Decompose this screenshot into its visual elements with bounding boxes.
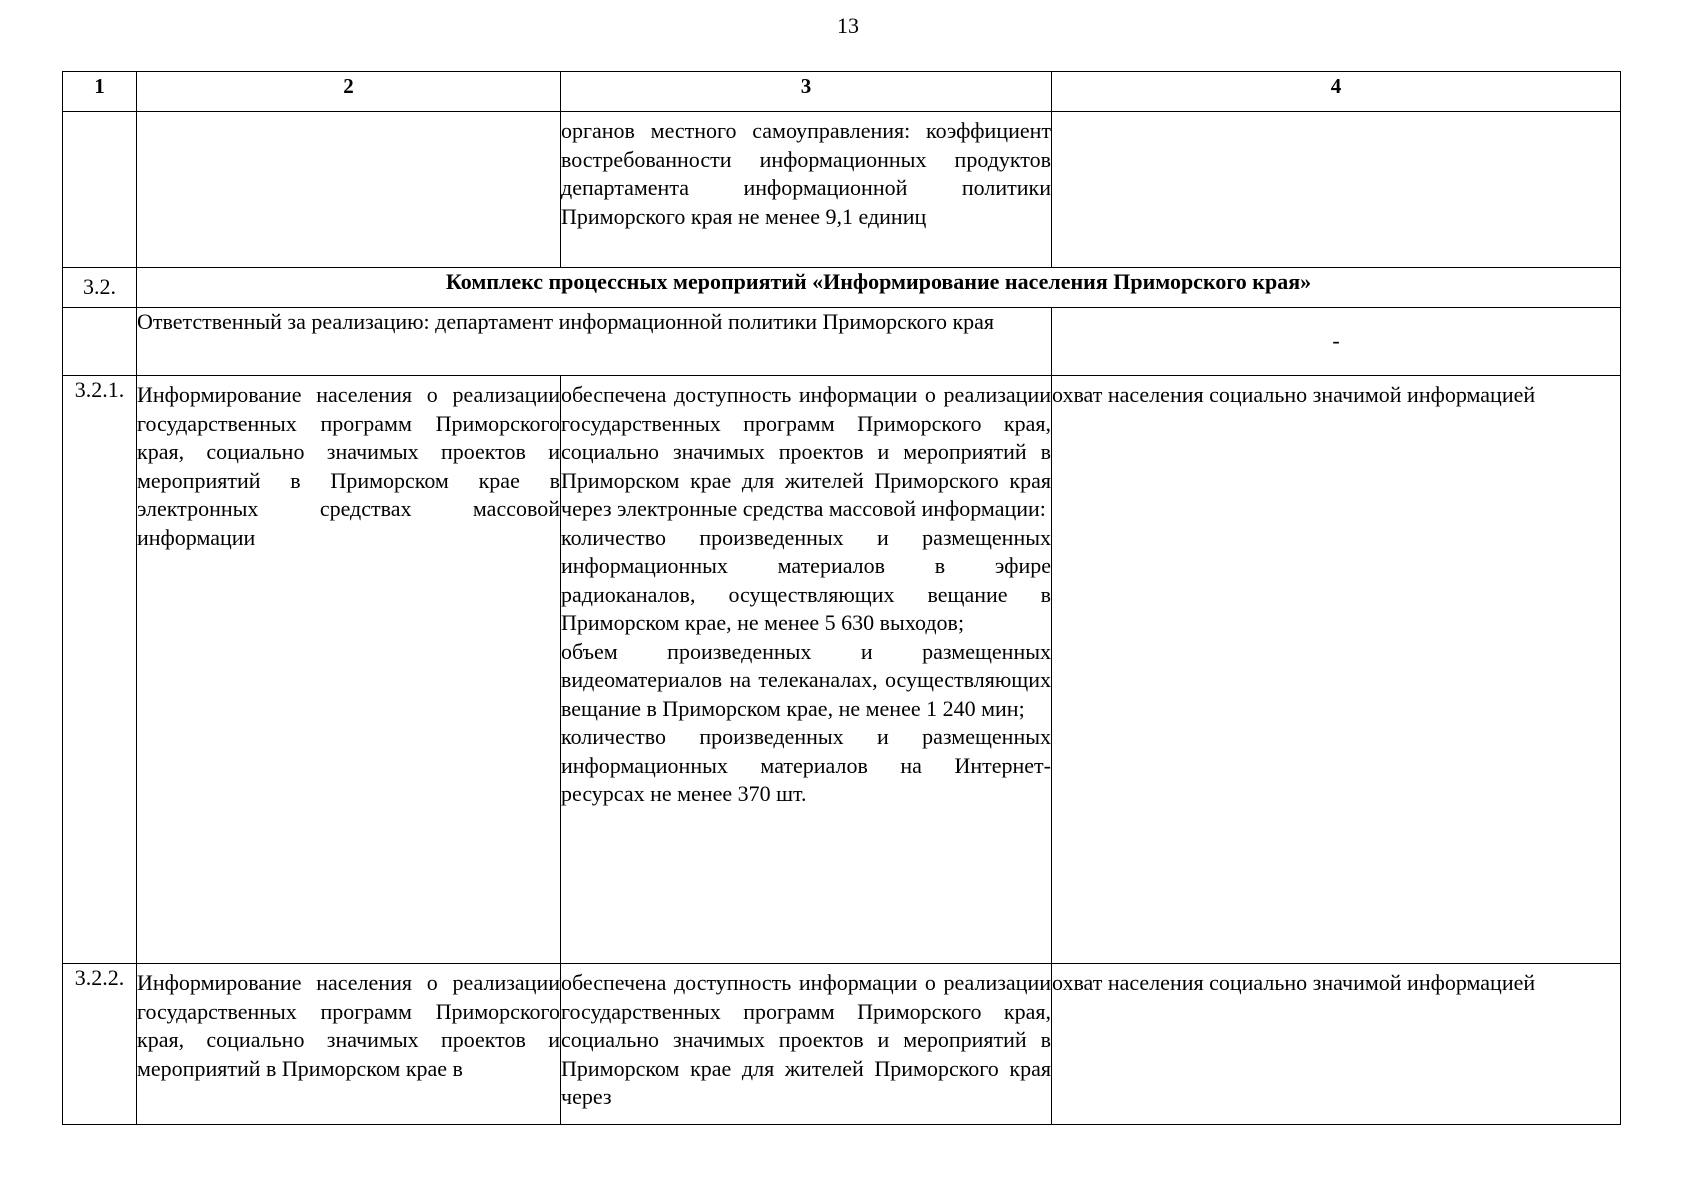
row-number: 3.2.2. — [63, 964, 137, 1125]
result-part: количество произведенных и размещенных информационных материалов в эфире радиоканалов, осуществляющих вещание в Приморском крае, не менее 5 630 выходов; — [561, 524, 1051, 635]
measures-table — [62, 71, 1621, 1125]
row-number: 3.2.1. — [63, 376, 137, 964]
responsible-row — [63, 308, 1621, 376]
result-part: количество произведенных и размещенных информационных материалов на Интернет-ресурсах не менее 370 шт. — [561, 724, 1051, 806]
table-row — [63, 112, 1621, 268]
page-number: 13 — [837, 13, 859, 38]
result-text: обеспечена доступность информации о реализации государственных программ Приморского края, социально значимых проектов и мероприятий в Приморском крае для жителей Приморского края через — [561, 964, 1052, 1125]
responsible-empty-cell — [63, 308, 137, 376]
indicator-link-text: охват населения социально значимой информацией — [1052, 376, 1621, 964]
result-part: объем произведенных и размещенных видеоматериалов на телеканалах, осуществляющих вещание в Приморском крае, не менее 1 240 мин; — [561, 638, 1051, 721]
task-text: Информирование населения о реализации государственных программ Приморского края, социально значимых проектов и мероприятий в Приморском крае в — [137, 964, 561, 1125]
result-part: обеспечена доступность информации о реализации государственных программ Приморского края, социально значимых проектов и мероприятий в Приморском крае для жителей Приморского края через электронные средства массовой информации: — [561, 382, 1051, 521]
section-row — [63, 268, 1621, 308]
section-title: Комплекс процессных мероприятий «Информирование населения Приморского края» — [137, 268, 1621, 308]
header-col-4: 4 — [1052, 72, 1621, 112]
indicator-link-text: охват населения социально значимой информацией — [1052, 964, 1621, 1125]
table-row — [63, 376, 1621, 964]
responsible-text: Ответственный за реализацию: департамент информационной политики Приморского края — [137, 308, 1052, 376]
header-col-2: 2 — [137, 72, 561, 112]
table-row — [63, 964, 1621, 1125]
table-header-row — [63, 72, 1621, 112]
responsible-value: - — [1052, 308, 1621, 376]
cont-col-3: органов местного самоуправления: коэффициент востребованности информационных продуктов департамента информационной политики Приморского края не менее 9,1 единиц — [561, 112, 1052, 268]
cont-col-2 — [137, 112, 561, 268]
task-text: Информирование населения о реализации государственных программ Приморского края, социально значимых проектов и мероприятий в Приморском крае в электронных средствах массовой информации — [137, 376, 561, 964]
section-number: 3.2. — [63, 268, 137, 308]
result-text — [561, 376, 1052, 964]
header-col-1: 1 — [63, 72, 137, 112]
header-col-3: 3 — [561, 72, 1052, 112]
cont-col-4 — [1052, 112, 1621, 268]
cont-col-1 — [63, 112, 137, 268]
